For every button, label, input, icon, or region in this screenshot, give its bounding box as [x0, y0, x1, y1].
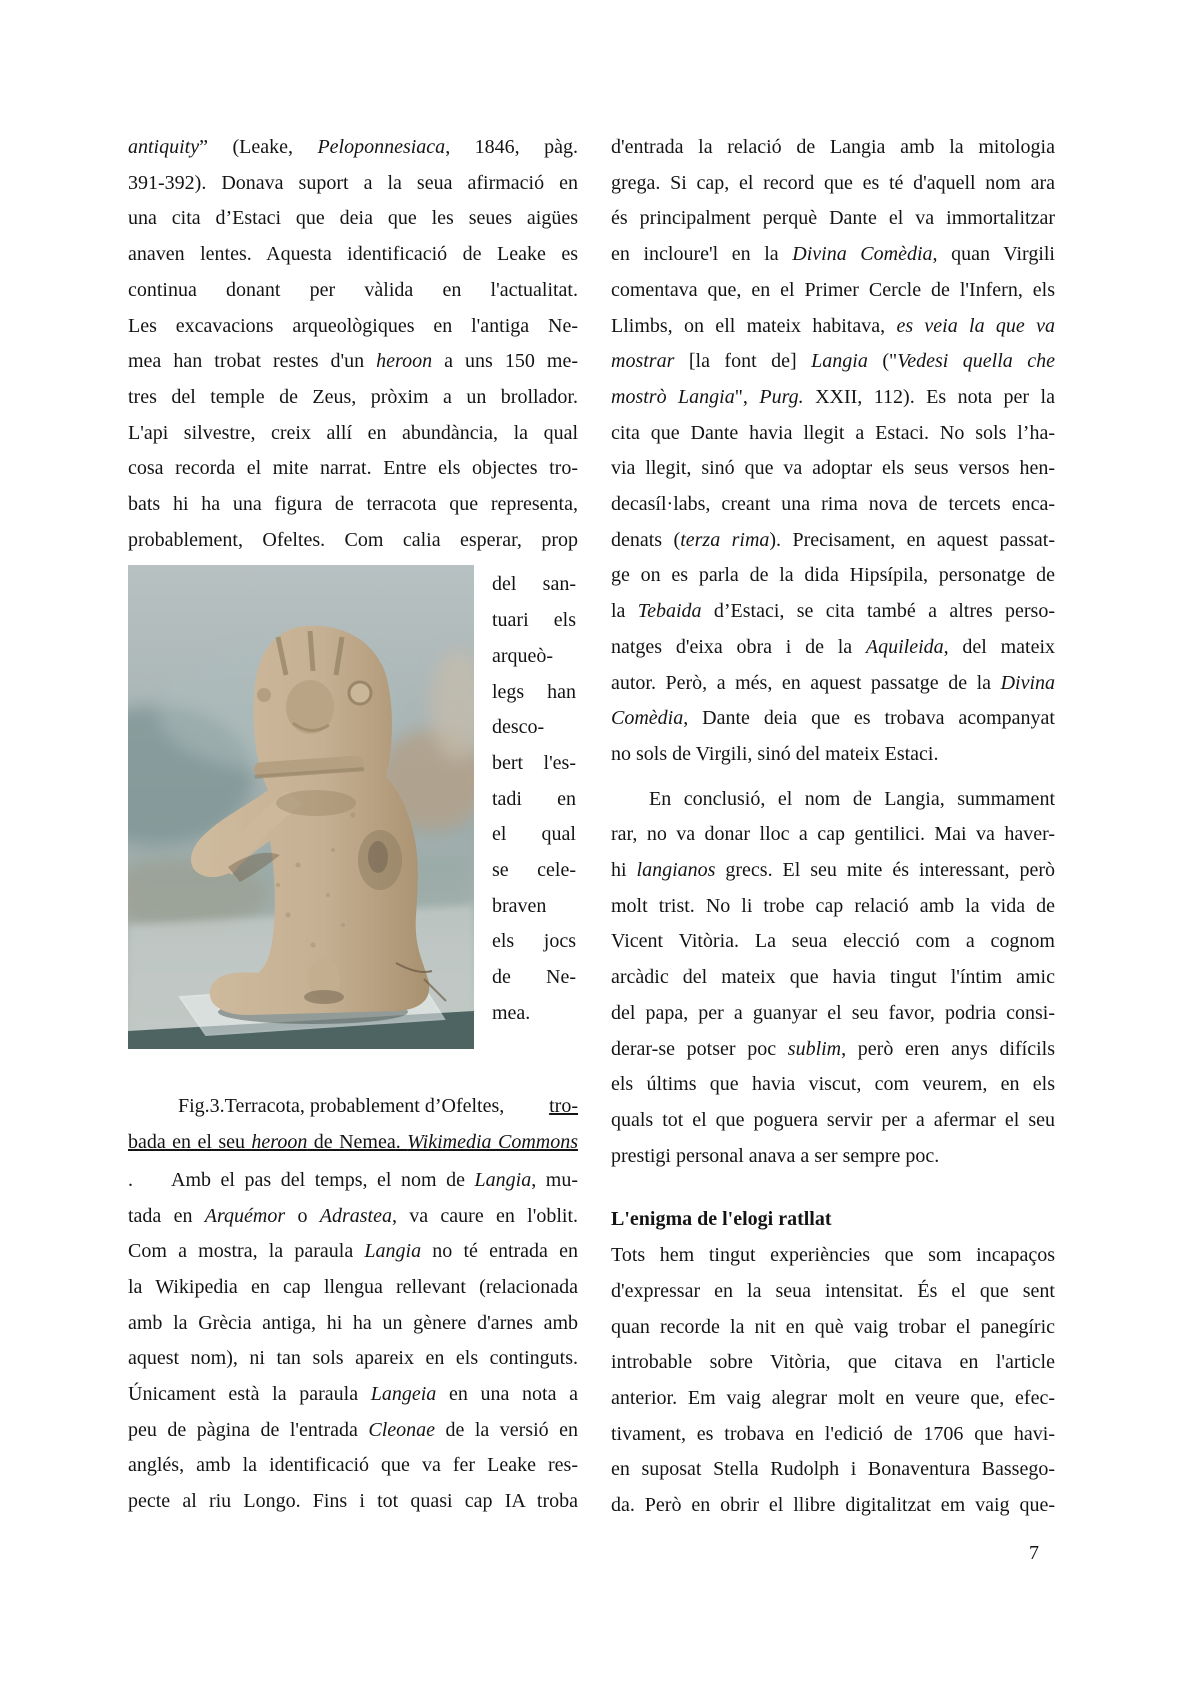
text-line: en incloure'l en la Divina Comèdia, quan Virgili: [611, 243, 1055, 266]
figure-caption-line2: [128, 1125, 578, 1161]
text-line: continua donant per vàlida en l'actualitat.: [128, 278, 578, 301]
text-line: rar, no va donar lloc a cap gentilici. Mai va haver-: [611, 823, 1055, 846]
text-line: quals tot el que poguera servir per a afermar el seu: [611, 1108, 1055, 1131]
text-segment: Purg.: [759, 385, 804, 408]
text-segment: mostrò Langia: [611, 385, 735, 408]
text-line: ge on es parla de la dida Hipsípila, personatge de: [611, 564, 1055, 587]
text-segment: Aquileida: [865, 635, 944, 658]
text-segment: es veia la que va: [896, 314, 1056, 337]
text-segment: Langeia: [370, 1383, 437, 1406]
text-segment: Comèdia: [611, 707, 684, 730]
text-line: amb la Grècia antiga, hi ha un gènere d'arnes amb: [128, 1311, 578, 1334]
text-segment: terza rima: [680, 528, 770, 551]
paragraph: [128, 1163, 578, 1520]
text-line: . Amb el pas del temps, el nom de Langia, mu-: [128, 1168, 578, 1191]
text-segment: Adrastea: [319, 1204, 392, 1227]
text-line: Vicent Vitòria. La seua elecció com a cognom: [611, 930, 1055, 953]
text-line: autor. Però, a més, en aquest passatge de la Divina: [611, 671, 1055, 694]
text-line: de Ne-: [492, 966, 576, 989]
text-line: tres del temple de Zeus, pròxim a un brollador.: [128, 385, 578, 408]
page-number: 7: [1029, 1541, 1039, 1564]
text-segment: Wikimedia Commons: [407, 1131, 578, 1154]
text-segment: heroon: [376, 350, 433, 373]
text-line: probablement, Ofeltes. Com calia esperar, prop: [128, 528, 578, 551]
text-line: la Wikipedia en cap llengua rellevant (relacionada: [128, 1275, 578, 1298]
text-line: anglés, amb la identificació que va fer Leake res-: [128, 1454, 578, 1477]
text-line: L'api silvestre, creix allí en abundància, la qual: [128, 421, 578, 444]
paragraph: [611, 782, 1055, 1175]
text-segment: langianos: [636, 859, 716, 882]
figure-caption-line1: [128, 1089, 578, 1125]
figure-wrap-text: [492, 565, 576, 1049]
text-line: peu de pàgina de l'entrada Cleonae de la versió en: [128, 1418, 578, 1441]
text-line: mostrar [la font de] Langia ("Vedesi quella che: [611, 350, 1056, 373]
text-segment: Langia: [811, 350, 868, 373]
text-segment: heroon: [251, 1131, 308, 1154]
caption-text: Fig.3.Terracota, probablement d’Ofeltes,: [178, 1095, 505, 1118]
text-line: el qual: [492, 823, 576, 846]
text-line: d'entrada la relació de Langia amb la mitologia: [611, 136, 1055, 158]
left-column: [128, 130, 578, 1520]
text-line: se cele-: [492, 859, 576, 882]
text-line: els últims que havia viscut, com veurem, en els: [611, 1073, 1055, 1096]
text-line: mostrò Langia", Purg. XXII, 112). Es nota per la: [611, 385, 1055, 408]
text-line: Comèdia, Dante deia que es trobava acompanyat: [611, 707, 1055, 730]
text-line: del san-: [492, 573, 576, 596]
text-line: aquest nom), ni tan sols apareix en els continguts.: [128, 1347, 578, 1370]
text-line: tuari els: [492, 609, 576, 632]
text-segment: Vedesi quella che: [897, 350, 1056, 373]
text-line: tadi en: [492, 787, 576, 810]
text-line: Les excavacions arqueològiques en l'antiga Ne-: [128, 314, 578, 337]
text-line: En conclusió, el nom de Langia, summament: [649, 787, 1055, 810]
text-line: cosa recorda el mite narrat. Entre els objectes tro-: [128, 457, 578, 480]
text-segment: Langia: [474, 1168, 532, 1191]
figure: [128, 565, 578, 1049]
text-line: bert l'es-: [492, 751, 576, 774]
text-line: desco-: [492, 716, 545, 739]
text-line: és principalment perquè Dante el va immortalitzar: [611, 207, 1055, 230]
text-segment: antiquity: [128, 136, 200, 158]
text-line: els jocs: [492, 930, 576, 953]
text-line: antiquity” (Leake, Peloponnesiaca, 1846, pàg.: [128, 136, 578, 158]
paragraph: [611, 1238, 1055, 1524]
text-segment: sublim: [787, 1037, 842, 1060]
text-line: pecte al riu Longo. Fins i tot quasi cap IA troba: [128, 1490, 578, 1513]
right-column: [611, 130, 1055, 1571]
text-line: mea han trobat restes d'un heroon a uns 150 me-: [128, 350, 578, 373]
text-line: no sols de Virgili, sinó del mateix Estaci.: [611, 742, 939, 765]
text-line: comentava que, en el Primer Cercle de l'Infern, els: [611, 278, 1055, 301]
text-line: molt trist. No li trobe cap relació amb la vida de: [611, 894, 1055, 917]
text-segment: Langia: [364, 1240, 422, 1263]
text-line: anaven lentes. Aquesta identificació de Leake es: [128, 243, 578, 266]
figure-caption: [128, 1089, 578, 1160]
text-line: Com a mostra, la paraula Langia no té entrada en: [128, 1240, 578, 1263]
text-segment: Cleonae: [368, 1418, 436, 1441]
text-segment: bada en el seu: [128, 1131, 252, 1154]
text-line: quan recorde la nit en què vaig trobar el panegíric: [611, 1315, 1055, 1338]
text-segment: de Nemea.: [307, 1131, 408, 1154]
text-line: una cita d’Estaci que deia que les seues aigües: [128, 207, 578, 230]
text-line: 391-392). Donava suport a la seua afirmació en: [128, 171, 578, 194]
text-line: mea.: [492, 1001, 531, 1024]
text-segment: mostrar: [611, 350, 675, 373]
text-line: cita que Dante havia llegit a Estaci. No sols l’ha-: [611, 421, 1055, 444]
text-line: la Tebaida d’Estaci, se cita també a altres perso-: [611, 600, 1055, 623]
text-line: anterior. Em vaig alegrar molt en veure que, efec-: [611, 1386, 1055, 1409]
paragraph: [128, 130, 578, 558]
text-line: arcàdic del mateix que havia tingut l'íntim amic: [611, 966, 1055, 989]
text-segment: Peloponnesiaca: [317, 136, 446, 158]
paragraph: [611, 130, 1055, 773]
text-line: introbable sobre Vitòria, que citava en l'article: [611, 1351, 1055, 1374]
text-line: hi langianos grecs. El seu mite és interessant, però: [611, 859, 1055, 882]
text-line: tada en Arquémor o Adrastea, va caure en l'oblit.: [128, 1204, 579, 1227]
text-line: arqueò-: [492, 644, 554, 667]
text-line: tivament, es trobava en l'edició de 1706 que havi-: [611, 1422, 1055, 1445]
text-segment: Tebaida: [637, 600, 702, 623]
text-line: denats (terza rima). Precisament, en aquest passat-: [611, 528, 1055, 551]
text-segment: Divina Comèdia: [792, 243, 933, 266]
text-line: legs han: [492, 680, 576, 703]
text-segment: Arquémor: [204, 1204, 286, 1227]
caption-text-underlined: tro-: [549, 1095, 578, 1118]
text-line: da. Però en obrir el llibre digitalitzat em vaig que-: [611, 1494, 1055, 1517]
text-line: prestigi personal anava a ser sempre poc.: [611, 1144, 940, 1167]
text-line: bats hi ha una figura de terracota que representa,: [128, 493, 578, 516]
text-line: braven: [492, 894, 547, 917]
text-line: via llegit, sinó que va adoptar els seus versos hen-: [611, 457, 1055, 480]
text-line: del papa, per a guanyar el seu favor, podria consi-: [611, 1001, 1055, 1024]
text-line: grega. Si cap, el record que es té d'aquell nom ara: [611, 171, 1055, 194]
text-segment: Divina: [1000, 671, 1055, 694]
text-line: Tots hem tingut experiències que som incapaços: [611, 1244, 1055, 1267]
text-line: derar-se potser poc sublim, però eren anys difícils: [611, 1037, 1055, 1060]
text-line: natges d'eixa obra i de la Aquileida, del mateix: [611, 635, 1056, 658]
text-line: en suposat Stella Rudolph i Bonaventura Bassego-: [611, 1458, 1055, 1481]
text-line: Únicament està la paraula Langeia en una nota a: [128, 1383, 578, 1406]
text-line: d'expressar en la seua intensitat. És el que sent: [611, 1279, 1055, 1302]
section-heading: L'enigma de l'elogi ratllat: [611, 1208, 832, 1231]
terracotta-figurine-photo: [128, 565, 474, 1049]
text-line: Llimbs, on ell mateix habitava, es veia la que va: [611, 314, 1056, 337]
text-line: decasíl·labs, creant una rima nova de tercets enca-: [611, 493, 1055, 516]
